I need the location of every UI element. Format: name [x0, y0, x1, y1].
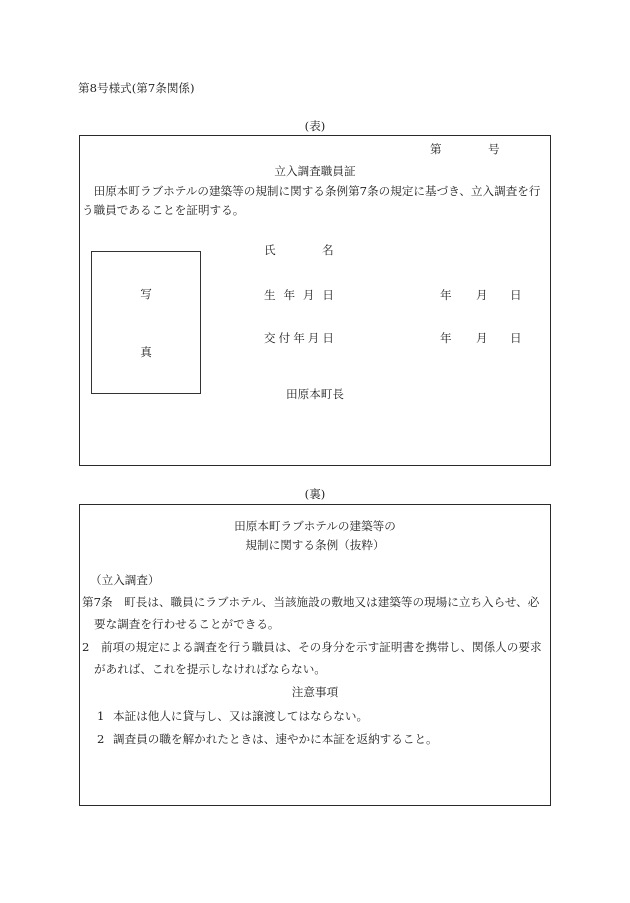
statement-line: 田原本町ラブホテルの建築等の規制に関する条例第7条の規定に基づき、立入調査を行 [82, 184, 541, 198]
article-line: 2 前項の規定による調査を行う職員は、その身分を示す証明書を携帯し、関係人の要求 [82, 640, 542, 654]
photo-label-char: 写 [140, 287, 152, 301]
date-unit-day: 日 [510, 331, 522, 345]
notes-title: 注意事項 [291, 685, 339, 699]
front-side-label: (表) [304, 119, 326, 133]
date-unit-year: 年 [440, 288, 452, 302]
article-line: 第7条 町長は、職員にラブホテル、当該施設の敷地又は建築等の現場に立ち入らせ、必 [82, 595, 540, 609]
certificate-number-suffix: 号 [488, 142, 500, 156]
issue-date-label: 交付年月日 [264, 331, 334, 345]
photo-label-char: 真 [140, 345, 152, 359]
date-unit-day: 日 [510, 288, 522, 302]
photo-box [91, 251, 201, 394]
note-number: 1 [97, 709, 105, 723]
certificate-number-prefix: 第 [430, 142, 442, 156]
note-text: 調査員の職を解かれたときは、速やかに本証を返納すること。 [113, 732, 438, 746]
card-title: 立入調査職員証 [274, 164, 356, 178]
date-unit-year: 年 [440, 331, 452, 345]
name-label-char: 名 [322, 243, 334, 257]
ordinance-heading-line: 規制に関する条例（抜粋） [245, 538, 385, 552]
section-caption: （立入調査） [90, 573, 160, 587]
ordinance-heading-line: 田原本町ラブホテルの建築等の [234, 519, 396, 533]
name-label-char: 氏 [264, 243, 276, 257]
date-unit-month: 月 [476, 288, 488, 302]
form-number: 第8号様式(第7条関係) [78, 81, 195, 95]
birth-date-label: 生 年 月 日 [264, 288, 334, 302]
article-line: 要な調査を行わせることができる。 [94, 617, 280, 631]
issuer: 田原本町長 [286, 387, 344, 401]
article-line: があれば、これを提示しなければならない。 [94, 662, 326, 676]
note-text: 本証は他人に貸与し、又は譲渡してはならない。 [113, 709, 369, 723]
date-unit-month: 月 [476, 331, 488, 345]
note-number: 2 [97, 732, 105, 746]
back-side-label: (裏) [304, 487, 326, 501]
statement-line: う職員であることを証明する。 [82, 203, 245, 217]
